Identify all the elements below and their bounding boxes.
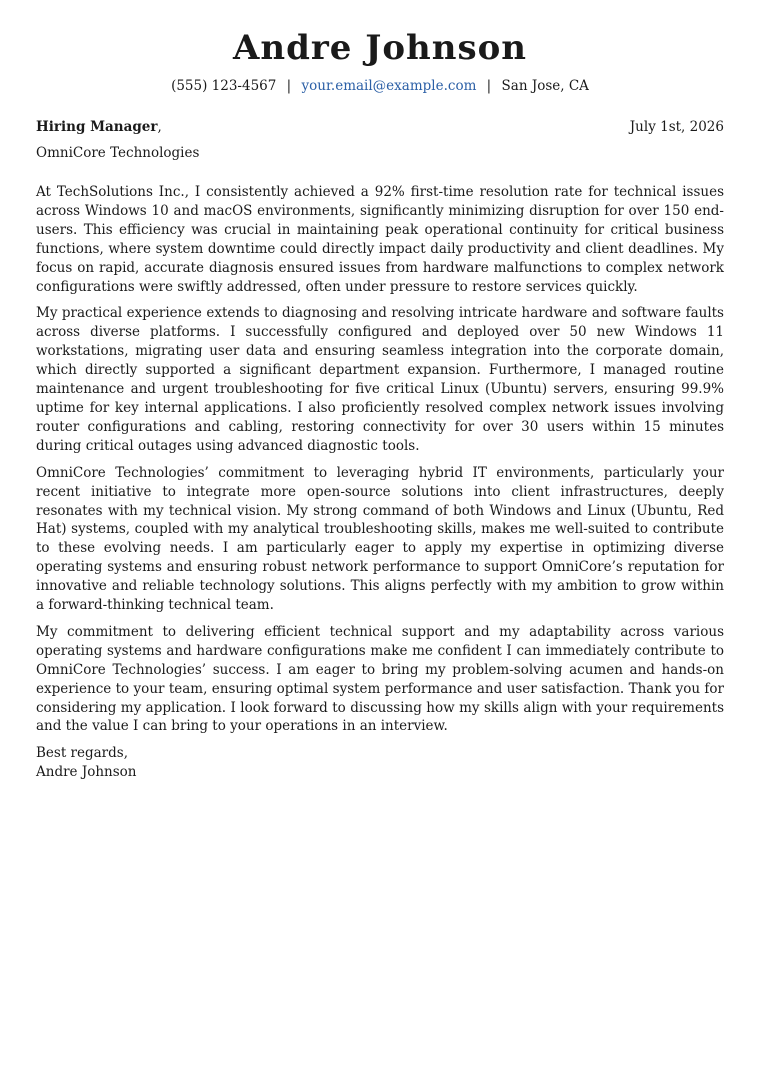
email-link[interactable]: your.email@example.com: [301, 78, 477, 94]
phone-number: (555) 123-4567: [171, 78, 277, 94]
contact-separator: |: [486, 78, 492, 94]
recipient-company: OmniCore Technologies: [36, 145, 200, 161]
letter-date: July 1st, 2026: [629, 119, 724, 135]
body-paragraph: At TechSolutions Inc., I consistently achieved a 92% first-time resolution rate for technical issues across Windows 10 and macOS environments, significantly minimizing disruption for over 150 end-users. This efficiency was crucial in maintaining peak operational continuity for critical business functions, where system downtime could directly impact daily productivity and client deadlines. My focus on rapid, accurate diagnosis ensured issues from hardware malfunctions to complex network configurations were swiftly addressed, often under pressure to restore services quickly.: [36, 184, 724, 295]
closing-salutation: Best regards,: [36, 745, 129, 762]
recipient-date-row: [36, 118, 724, 136]
closing-signature: Andre Johnson: [36, 764, 137, 781]
recipient-title: Hiring Manager: [36, 119, 158, 135]
body-paragraph: My commitment to delivering efficient technical support and my adaptability across various operating systems and hardware configurations make me confident I can immediately contribute to OmniCore Technologies’ success. I am eager to bring my problem-solving acumen and hands-on experience to your team, ensuring optimal system performance and user satisfaction. Thank you for considering my application. I look forward to discussing how my skills align with your requirements and the value I can bring to your operations in an interview.: [36, 623, 724, 735]
body-paragraph: My practical experience extends to diagnosing and resolving intricate hardware and software faults across diverse platforms. I successfully configured and deployed over 50 new Windows 11 workstations, migrating user data and ensuring seamless integration into the corporate domain, which directly supported a significant department expansion. Furthermore, I managed routine maintenance and urgent troubleshooting for five critical Linux (Ubuntu) servers, ensuring 99.9% uptime for key internal applications. I also proficiently resolved complex network issues involving router configurations and cabling, restoring connectivity for over 30 users within 15 minutes during critical outages using advanced diagnostic tools.: [36, 305, 724, 454]
recipient-line: [36, 118, 162, 136]
closing-block: [36, 744, 724, 782]
recipient-title-suffix: ,: [157, 119, 162, 135]
contact-line: [36, 77, 724, 95]
applicant-name: Andre Johnson: [233, 28, 527, 68]
contact-separator: |: [286, 78, 292, 94]
location: San Jose, CA: [501, 78, 589, 94]
body-paragraph: OmniCore Technologies’ commitment to leveraging hybrid IT environments, particularly your recent initiative to integrate more open-source solutions into client infrastructures, deeply resonates with my technical vision. My strong command of both Windows and Linux (Ubuntu, Red Hat) systems, coupled with my analytical troubleshooting skills, makes me well-suited to contribute to these evolving needs. I am particularly eager to apply my expertise in optimizing diverse operating systems and ensuring robust network performance to support OmniCore’s reputation for innovative and reliable technology solutions. This aligns perfectly with my ambition to grow within a forward-thinking technical team.: [36, 464, 724, 614]
letter-body: [36, 183, 724, 736]
